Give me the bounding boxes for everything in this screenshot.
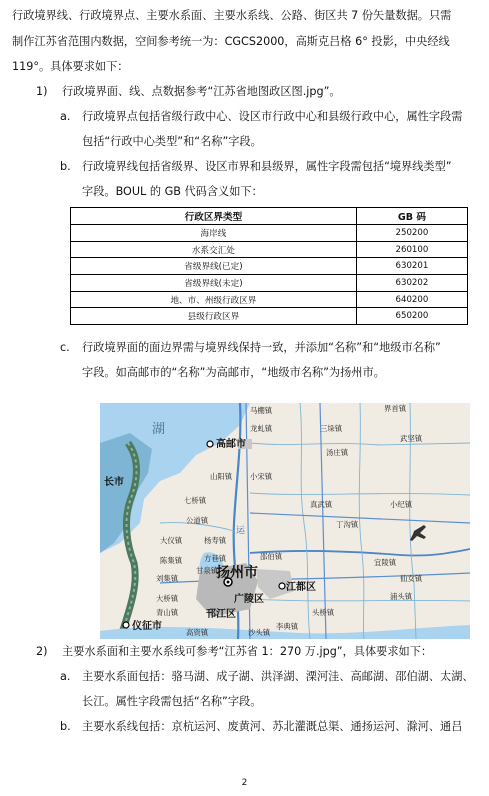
map-label-lixin: 李典镇 bbox=[276, 622, 299, 631]
table-cell-code: 630201 bbox=[356, 258, 467, 275]
intro-line-3: 119°。具体要求如下： bbox=[12, 60, 129, 73]
table-cell-type: 海岸线 bbox=[71, 225, 357, 242]
intro-line-1: 行政境界线、行政境界点、主要水系面、主要水系线、公路、街区共 7 份矢量数据。只需 bbox=[12, 9, 452, 22]
map-label-huaiyang: 杨寿镇 bbox=[204, 536, 227, 545]
map-label-zhiliang: 邵伯镇 bbox=[260, 552, 283, 561]
map-label-chenji: 陈集镇 bbox=[160, 556, 183, 565]
item2-text: 主要水系面和主要水系线可参考“江苏省 1：270 万.jpg”，具体要求如下： bbox=[62, 645, 433, 658]
intro-line-2: 制作江苏省范围内数据，空间参考统一为：CGCS2000，高斯克吕格 6° 投影，中央经线 bbox=[12, 35, 450, 48]
table-row bbox=[71, 241, 468, 258]
map-marker-gaoyou bbox=[207, 441, 213, 447]
map-label-ganquan: 甘泉镇 bbox=[196, 566, 219, 575]
map-label-wuqiu: 武坚镇 bbox=[400, 434, 423, 443]
item1c-label: c. bbox=[60, 341, 70, 354]
map-label-gongdao: 公道镇 bbox=[186, 516, 209, 525]
item2b-label: b. bbox=[60, 720, 71, 733]
item1c-line-1: 行政境界面的面边界需与境界线保持一致，并添加“名称”和“地级市名称” bbox=[82, 341, 441, 354]
item1-number: 1) bbox=[36, 85, 48, 98]
map-label-guangling: 广陵区 bbox=[234, 594, 264, 605]
table-header-code: GB 码 bbox=[356, 208, 467, 225]
map-marker-yizheng bbox=[123, 622, 129, 628]
map-label-puxi: 浦头镇 bbox=[390, 592, 413, 601]
table-cell-type: 省级界线(未定) bbox=[71, 275, 357, 292]
item1c-line-2: 字段。如高邮市的“名称”为高邮市，“地级市名称”为扬州市。 bbox=[82, 366, 385, 379]
map-label-shatou: 沙头镇 bbox=[248, 628, 271, 637]
table-cell-type: 县级行政区界 bbox=[71, 308, 357, 325]
table-cell-type: 地、市、州级行政区界 bbox=[71, 291, 357, 308]
map-label-jiangdu: 江都区 bbox=[286, 582, 316, 593]
map-label-tangxin: 汤庄镇 bbox=[326, 448, 349, 457]
map-label-yizheng: 仪征市 bbox=[132, 621, 162, 632]
map-label-fangxiang: 方巷镇 bbox=[204, 554, 227, 563]
map-label-changshi: 长市 bbox=[104, 477, 124, 488]
item2a-line-1: 主要水系面包括：骆马湖、成子湖、洪泽湖、溧河洼、高邮湖、邵伯湖、太湖、 bbox=[82, 670, 474, 683]
map-label-gaozi: 高资镇 bbox=[186, 628, 209, 637]
map-label-xianyang: 仙女镇 bbox=[400, 574, 423, 583]
item1b-line-2: 字段。BOUL 的 GB 代码含义如下： bbox=[82, 185, 263, 198]
map-label-sanduo: 三垛镇 bbox=[320, 424, 343, 433]
map-label-yuqiao: 大桥镇 bbox=[156, 594, 179, 603]
map-marker-jiangdu bbox=[279, 583, 285, 589]
map-label-mapeng: 马棚镇 bbox=[250, 406, 273, 415]
map-label-qingshan: 青山镇 bbox=[156, 608, 179, 617]
map-label-liuji: 刘集镇 bbox=[156, 574, 179, 583]
table-cell-code: 640200 bbox=[356, 291, 467, 308]
map-label-jieshou: 界首镇 bbox=[384, 404, 407, 413]
map-label-toujiao: 头桥镇 bbox=[312, 608, 335, 617]
item2b-line-1: 主要水系线包括：京杭运河、废黄河、苏北灌溉总渠、通扬运河、滁河、通吕 bbox=[82, 720, 463, 733]
map-label-xiaoji: 小纪镇 bbox=[390, 500, 413, 509]
map-label-lake: 湖 bbox=[152, 422, 166, 437]
map-label-canal: 运 bbox=[236, 526, 246, 536]
map-label-yangzhou: 扬州市 bbox=[216, 565, 258, 581]
map-label-qiqiao: 七桥镇 bbox=[184, 496, 207, 505]
item2a-label: a. bbox=[60, 670, 71, 683]
table-cell-code: 250200 bbox=[356, 225, 467, 242]
table-cell-type: 水系交汇处 bbox=[71, 241, 357, 258]
map-label-longqiu: 龙虬镇 bbox=[250, 424, 273, 433]
map-label-gaoyou: 高邮市 bbox=[216, 439, 246, 450]
table-cell-type: 省级界线(已定) bbox=[71, 258, 357, 275]
item1a-line-1: 行政境界点包括省级行政中心、设区市行政中心和县级行政中心，属性字段需 bbox=[82, 110, 463, 123]
map-label-xiaoxian: 小宋镇 bbox=[250, 472, 273, 481]
item1b-label: b. bbox=[60, 160, 71, 173]
table-cell-code: 630202 bbox=[356, 275, 467, 292]
page-number: 2 bbox=[241, 778, 248, 788]
table-row bbox=[71, 225, 468, 242]
map-label-dingzhi: 丁沟镇 bbox=[336, 520, 359, 529]
table-row bbox=[71, 291, 468, 308]
table-row bbox=[71, 275, 468, 292]
table-header-row bbox=[71, 208, 468, 225]
table-cell-code: 260100 bbox=[356, 241, 467, 258]
item2a-line-2: 长江。属性字段需包括“名称”字段。 bbox=[82, 695, 262, 708]
item1-text: 行政境界面、线、点数据参考“江苏省地图政区图.jpg”。 bbox=[62, 85, 341, 98]
table-row bbox=[71, 308, 468, 325]
table-row bbox=[71, 258, 468, 275]
gb-code-table bbox=[70, 207, 468, 325]
item1a-line-2: 包括“行政中心类型”和“名称”字段。 bbox=[82, 135, 262, 148]
map-label-yiling: 宜陵镇 bbox=[374, 558, 397, 567]
map-label-dayi: 大仪镇 bbox=[160, 536, 183, 545]
table-cell-code: 650200 bbox=[356, 308, 467, 325]
item2-number: 2) bbox=[36, 645, 48, 658]
yangzhou-map-image bbox=[100, 403, 470, 639]
map-label-zhenshi: 真武镇 bbox=[310, 500, 333, 509]
map-label-shanlin: 山阳镇 bbox=[210, 472, 233, 481]
map-label-hanjiang: 邗江区 bbox=[206, 609, 236, 620]
item1a-label: a. bbox=[60, 110, 71, 123]
item1b-line-1: 行政境界线包括省级界、设区市界和县级界，属性字段需包括“境界线类型” bbox=[82, 160, 452, 173]
table-header-type: 行政区界类型 bbox=[71, 208, 357, 225]
